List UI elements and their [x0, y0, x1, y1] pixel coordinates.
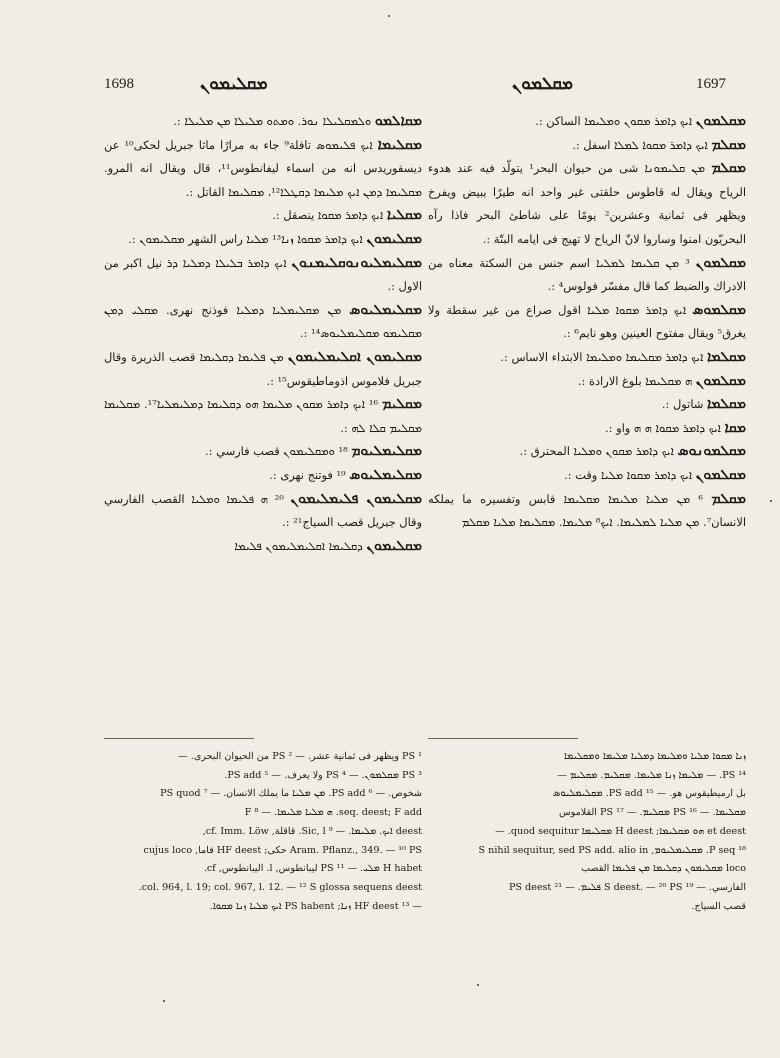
entry-headword: ܡܩܠܡܘܢ	[695, 254, 747, 271]
dictionary-entry	[428, 346, 746, 370]
footnotes-left	[104, 748, 422, 916]
dictionary-entry	[104, 204, 422, 228]
footnote-line: Aram. Pflanz., 349. — ¹⁰ PS حكى; HF deest فاما, cujus loco	[143, 844, 422, 856]
entry-headword: ܡܩܠܡ	[711, 160, 746, 177]
entry-headword: ܡܩܠܡܐ	[706, 396, 746, 413]
footnote-line: ܙܢܐ ܡܩܘܐ ܡܠܝܐ ܘܡܠܝܡܐ ܕܡܠܝܐ ܡܠܝܡܐ ܘܡܩܠܝܡܐ	[564, 751, 746, 762]
dictionary-entry	[428, 157, 746, 251]
speck	[770, 500, 772, 502]
left-text-column	[104, 110, 422, 558]
entry-definition: ܐܝܟ ܕܐܡܪ ܡܩܘܢ ܘܡܠܝܐ المحترق :.	[519, 444, 674, 459]
entry-definition: ܐܝܟ ܦܠܝܡܘܣ تافلة⁹ جاء به مرارًا ماثا جبريل لحكى¹⁰ عن ديسقوريدس انه من اسماء ليفانطوس¹¹، قال ويقال انه المرو. ܡܩܠܝܡܐ ܕܡܢ ܐܝܟ ܡܠܝܡܐ ܕܩܛܠܐ¹²، ܡܩܠܝܡܐ القاتل :.	[104, 137, 422, 199]
entry-definition: ²⁰ ܗ ܦܠܝܡܐ ܘܡܠܝܐ القصب الفارسي وقال جبريل قصب السياج²¹ :.	[104, 491, 422, 530]
running-head-right: ܡܩܠܡܘܢ	[512, 74, 574, 94]
dictionary-entry	[104, 134, 422, 205]
entry-headword: ܡܩܠܝܡܐ	[377, 136, 422, 153]
speck	[477, 984, 479, 986]
footnote-line: ܡܩܠܝܡܐ. — ¹⁶ PS ܡܩܠܝܡ. — ¹⁷ PS القلاموس	[558, 807, 746, 819]
footnote-line: seq. deest; F add. ܗ ܡܠܝܐ ܡܠܝܡܐ. — ⁸ F	[244, 807, 422, 819]
entry-definition: ܡܢ ܦܠܝܡܐ ܕܩܠܝܡܐ قصب الذريرة وقال جبريل فلاموس اذوماطيقوس¹⁵ :.	[104, 349, 422, 388]
entry-definition: ܐܝܟ ܕܐܡܪ ܡܩܘܐ ܡܠܝܐ وقت :.	[564, 467, 693, 482]
entry-headword: ܡܩܠܝܡܘܢ ܦܠܝܡܠܝܡܘܢ	[290, 490, 422, 507]
footnote-line: شخوص. — ⁶ PS add. ܡܢ ܡܠܝܐ ما يملك الانسان. — ⁷ PS quod	[160, 788, 422, 800]
footnote-line: H habet ܡܠܝ. — ¹¹ PS ليبانطوس, l. اليبانطوس, cf.	[203, 863, 422, 875]
entry-headword: ܡܩܠܡܘܣ	[692, 301, 747, 318]
dictionary-entry	[104, 252, 422, 299]
entry-headword: ܡܩܠܡܐ	[706, 348, 746, 365]
footnote-separator-right	[428, 738, 578, 739]
entry-headword: ܡܩܠܝܡܠܝܘܣ	[349, 301, 422, 318]
page-number-right: 1697	[696, 76, 726, 92]
page-header-right	[428, 76, 746, 102]
entry-headword: ܡܩܠܡܘܢ	[695, 466, 746, 483]
footnote-line: قصب السياج.	[691, 900, 746, 912]
dictionary-entry	[428, 488, 746, 535]
speck	[163, 1000, 165, 1002]
entry-definition: ܐܝܟ ܕܐܡܪ ܡܩܘܐ ܠܡܠܐ اسفل :.	[572, 137, 708, 152]
footnote-line: ¹⁸ P seq. ܡܩܠܝܡܠܝܘܡ, S nihil sequitur, sed PS add. alio in	[478, 844, 746, 856]
entry-definition: ¹⁶ ܐܝܟ ܕܐܡܪ ܡܩܘܢ ܡܠܝܡܐ ܗܘ ܕܩܠܝܡܐ ܕܡܠܝܡܠܝܐ¹⁷. ܡܩܠܝܡܐ ܡܩܠܝܡ ܩܠܐ ܠܗ :.	[104, 397, 422, 435]
entry-headword: ܡܩܠܝܡܘܢ	[366, 537, 422, 554]
dictionary-entry	[428, 464, 746, 488]
entry-headword: ܡܩܠܡ	[711, 490, 746, 507]
running-head-left: ܡܩܠܝܡܘܢ	[200, 74, 268, 94]
entry-headword: ܡܩܠܝܡܠܝܘܡ	[351, 443, 422, 460]
footnote-line: ³ PS ܡܩܠܡܘܢ. — ⁴ PS ولا يعرف. — ⁵ PS add.	[224, 769, 422, 781]
footnote-line: ¹ PS ويظهر فى ثمانية عشر. — ² PS من الحيوان البحرى. —	[178, 751, 422, 762]
entry-headword: ܡܩܠܝܡܘܢ ܐܩܠܝܡܠܝܡܘܢ	[287, 348, 422, 365]
dictionary-entry	[104, 535, 422, 559]
entry-headword: ܡܩܐܠܡܘ	[374, 113, 422, 129]
footnotes-right	[428, 748, 746, 916]
entry-definition: ܐܝܟ ܕܐܡܪ ܡܩܠܝܡܐ ܘܡܠܝܡܐ الابتداء الاساس :.	[500, 349, 704, 364]
dictionary-entry	[104, 464, 422, 488]
entry-definition: ³ ܡܢ ܩܠܝܡܐ ܠܡܠܝܐ اسم جنس من السكتة معناه من الادراك والضبط كما قال مفسّر فولوس⁴ :.	[428, 255, 746, 294]
entry-headword: ܡܩܠܡ	[711, 136, 746, 153]
dictionary-entry	[104, 488, 422, 535]
dictionary-entry	[428, 370, 746, 394]
entry-headword: ܡܩܠܡܘܢ	[695, 113, 746, 129]
dictionary-entry	[104, 346, 422, 393]
entry-headword: ܡܩܐ	[724, 419, 746, 436]
entry-definition: ¹⁹ فوتنج نهرى :.	[269, 467, 346, 482]
right-text-column	[428, 110, 746, 535]
entry-headword: ܡܩܠܝܡܘܢ	[366, 230, 422, 247]
entry-definition: ܡܢ ܡܩܠܝܡܠܝܐ ܕܡܠܝܐ فوذنج نهرى. ܡܩܠܝ ܕܡܢ ܡܩܠܝܡܘ ܡܩܠܝܡܠܝܘܣ¹⁴ :.	[104, 302, 422, 341]
footnote-line: الفارسي. — ¹⁹ S deest. — ²⁰ PS ܦܠܝܡ. — ²¹ PS deest	[508, 881, 746, 893]
entry-definition: ܕܩܠܝܡܐ ܐܩܠܝܡܠܝܡܘܢ ܦܠܝܡܐ	[234, 538, 363, 553]
entry-headword: ܡܩܠܡܘܢܘܣ	[677, 443, 746, 460]
entry-definition: ܗ ܡܩܠܝܡܐ بلوغ الارادة :.	[577, 373, 693, 388]
dictionary-entry	[104, 228, 422, 252]
footnote-separator-left	[104, 738, 254, 739]
dictionary-entry	[104, 299, 422, 346]
entry-definition: ܐܝܟ ܕܐܡܪ ܡܩܘܢ ܘܡܠܝܡܐ الساكن :.	[535, 114, 693, 128]
footnote-line: بل ارميطيقوس هو. — ¹⁵ PS add. ܡܩܠܝܡܠܝܘܣ	[552, 788, 746, 800]
entry-headword: ܡܩܠܝܐ	[386, 207, 422, 224]
entry-definition: ¹⁸ ܘܡܩܠܝܡܘܢ قصب فارسي :.	[205, 444, 348, 459]
footnote-line: deest ܐܝܟ. ܡܠܝܡܐ. — ⁹ Sic, l. قاقلة, cf. Imm. Löw,	[202, 825, 422, 837]
dictionary-entry	[428, 440, 746, 464]
footnote-line: loco ܡܩܠܝܡܘܢ ܕܩܠܝܡܐ ܡܢ ܦܠܝܡܐ القصب	[581, 863, 746, 875]
dictionary-entry	[104, 440, 422, 464]
page-number-left: 1698	[104, 76, 134, 92]
dictionary-entry	[104, 393, 422, 440]
dictionary-entry	[428, 134, 746, 158]
dictionary-entry	[428, 417, 746, 441]
entry-definition: ܐܝܟ ܕܐܡܪ ܡܩܘܐ ܡܠܝܐ اقول صراع من غير سقطة ولا يغرق⁵ ويقال مفتوح العينين وهو نايم⁶ :.	[428, 302, 746, 341]
footnote-line: et deest ܗܘ ܡܩܠܝܡܐ; H deest ܡܩܠܝܡܐ quod sequitur. —	[495, 825, 746, 837]
page-header-left	[104, 76, 422, 102]
dictionary-entry	[428, 110, 746, 134]
entry-definition: شاتول :.	[661, 397, 704, 412]
footnote-line: col. 964, l. 19; col. 967, l. 12. — ¹² S glossa sequens deest.	[138, 881, 422, 893]
dictionary-entry	[428, 393, 746, 417]
entry-definition: ܐܝܟ ܕܐܡܪ ܒܠܝܠܐ ܕܡܠܝܐ ܕܪ نيل اكبر من الاول :.	[104, 255, 422, 294]
footnote-line: ¹⁴ PS. — ܡܠܝܡܐ ܙܢܐ ܡܠܝܡܐ. ܡܩܠܝܡ. ܡܩܠܝܡ —	[557, 769, 746, 781]
entry-definition: ܡܢ ܩܠܝܡܘܢܐ شى من حيوان البحر¹ يتولّد فيه عند هدوء الرياح ويقال له قاطوس حلقتى غير واحد انه طيرًا يبيض ويفرخ ويظهر فى ثمانية وعشرين² يومًا على شاطئ البحر فاذا رآه البحريّون امنوا وساروا لانّ الرياح لا تهيج فى ايامه البتّة :.	[428, 161, 746, 246]
entry-headword: ܡܩܠܝܡܠܝܘܣ	[349, 466, 422, 483]
entry-definition: ⁶ ܡܢ ܡܠܝܐ ܡܠܝܡܐ ܡܩܠܝܡܐ قابس وتفسيره ما يملكه الانسان⁷. ܡܢ ܡܠܝܐ ܠܡܠܝܡܐ. ܐܝܟ⁸ ܡܠܝܡܐ. ܡܩܠܝܡܐ ܡܠܝܐ ܡܩܠܡ	[428, 491, 746, 530]
dictionary-entry	[428, 252, 746, 299]
entry-definition: ܐܝܟ ܕܐܡܪ ܡܩܘܐ ܙܢܐ¹³ ܡܠܝܐ راس الشهر ܡܩܠܝܡܘܢ :.	[128, 231, 363, 246]
entry-headword: ܡܩܠܝܡܠܝܘܢܘܩܠܝܡܢܘܢ	[291, 254, 422, 271]
speck	[388, 15, 390, 17]
entry-headword: ܡܩܠܝܡ	[381, 396, 422, 413]
footnote-line: — ¹³ HF deest ܙܢܐ; PS habent ܐܝܟ ܡܠܝܐ ܙܢܐ ܡܩܘܐ.	[209, 900, 422, 912]
entry-definition: ܘܠܡܩܠܝܠܐ ܢܘܪ. ܘܡܬܘ ܡܠܝܠܐ ܡܢ ܡܠܝܠܐ :.	[173, 114, 372, 128]
dictionary-entry	[428, 299, 746, 346]
entry-definition: ܐܝܟ ܕܐܡܪ ܡܩܘܐ ينصقل :.	[272, 208, 384, 223]
dictionary-entry	[104, 110, 422, 134]
entry-headword: ܡܩܠܡܘܢ	[695, 372, 746, 389]
entry-definition: ܐܝܟ ܕܐܡܪ ܡܩܘܐ ܗ ܗ واو :.	[605, 420, 721, 435]
